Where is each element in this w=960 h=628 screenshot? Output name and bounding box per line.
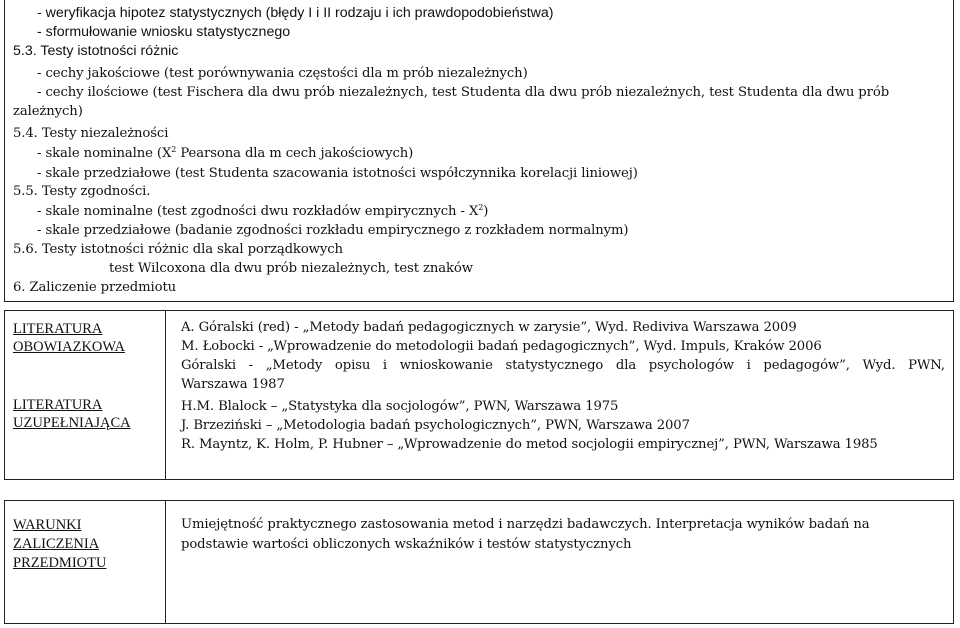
literature-item: Góralski - „Metody opisu i wnioskowanie statystycznego dla psychologów i pedagogów”, Wyd. PWN,	[181, 358, 945, 373]
column-divider	[165, 311, 166, 479]
content-heading: 5.6. Testy istotności różnic dla skal porządkowych	[13, 242, 343, 257]
content-heading: 5.3. Testy istotności różnic	[13, 43, 179, 59]
content-line: test Wilcoxona dla dwu prób niezależnych, test znaków	[109, 261, 473, 276]
conditions-text: podstawie wartości obliczonych wskaźników i testów statystycznych	[181, 537, 632, 552]
literature-item: R. Mayntz, K. Holm, P. Hubner – „Wprowadzenie do metod socjologii empirycznej”, PWN, Warszawa 1985	[181, 437, 878, 452]
content-heading: 5.5. Testy zgodności.	[13, 184, 151, 199]
column-divider	[165, 501, 166, 623]
content-line: - cechy jakościowe (test porównywania częstości dla m prób niezależnych)	[37, 66, 528, 81]
content-line: zależnych)	[13, 104, 83, 119]
passing-conditions-caption: WARUNKI ZALICZENIA PRZEDMIOTU	[13, 517, 107, 571]
content-heading: 6. Zaliczenie przedmiotu	[13, 280, 177, 295]
content-line: - weryfikacja hipotez statystycznych (błędy I i II rodzaju i ich prawdopodobieństwa)	[37, 5, 554, 21]
literature-item: M. Łobocki - „Wprowadzenie do metodologii badań pedagogicznych”, Wyd. Impuls, Kraków 2006	[181, 339, 822, 354]
content-heading: 5.4. Testy niezależności	[13, 126, 169, 141]
literature-item: Warszawa 1987	[181, 377, 285, 392]
literature-item: H.M. Blalock – „Statystyka dla socjologów”, PWN, Warszawa 1975	[181, 399, 619, 414]
conditions-text: Umiejętność praktycznego zastosowania metod i narzędzi badawczych. Interpretacja wyników badań na	[181, 517, 870, 532]
content-line: - skale przedziałowe (test Studenta szacowania istotności współczynnika korelacji liniowej)	[37, 166, 638, 181]
required-literature-caption: LITERATURA OBOWIAZKOWA	[13, 321, 125, 355]
literature-item: A. Góralski (red) - „Metody badań pedagogicznych w zarysie”, Wyd. Rediviva Warszawa 2009	[181, 320, 797, 335]
content-line: - cechy ilościowe (test Fischera dla dwu prób niezależnych, test Studenta dla dwu prób niezależnych, test Studenta dla dwu prób	[37, 85, 890, 100]
content-line: - sformułowanie wniosku statystycznego	[37, 24, 291, 40]
literature-item: J. Brzeziński – „Metodologia badań psychologicznych”, PWN, Warszawa 2007	[181, 418, 690, 433]
literature-section	[4, 310, 954, 480]
content-line: - skale nominalne (test zgodności dwu rozkładów empirycznych - $X^2$)	[37, 203, 489, 219]
content-line: - skale nominalne ($X^2$ Pearsona dla m cech jakościowych)	[37, 145, 414, 161]
passing-conditions-section	[4, 500, 954, 624]
content-line: - skale przedziałowe (badanie zgodności rozkładu empirycznego z rozkładem normalnym)	[37, 223, 629, 238]
course-content-section	[4, 0, 954, 302]
supplementary-literature-caption: LITERATURA UZUPEŁNIAJĄCA	[13, 397, 131, 431]
